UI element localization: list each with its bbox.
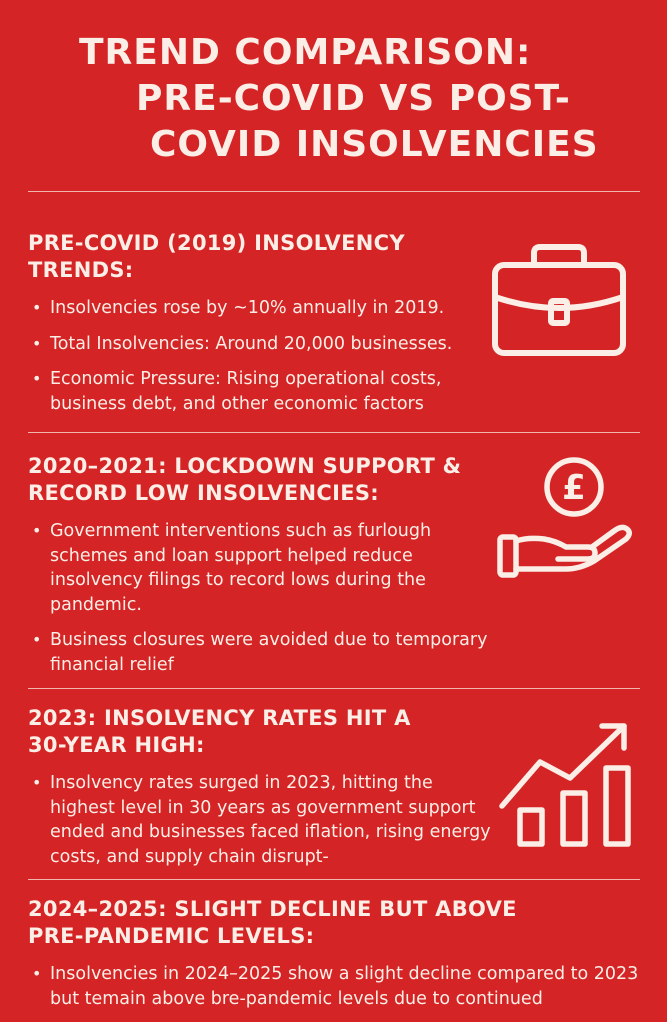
heading-line: PRE-PANDEMIC LEVELS: <box>28 924 315 948</box>
section-heading <box>28 705 498 759</box>
bullet-list <box>28 296 498 416</box>
list-item: • Insolvencies in 2024–2025 show a slight decline compared to 2023 but temain above bre-pandemic levels due to continued <box>28 962 648 1011</box>
section-slight-decline <box>28 896 648 1022</box>
list-item: • Economic Pressure: Rising operational costs, business debt, and other economic factors <box>28 367 498 416</box>
heading-line: 2023: INSOLVENCY RATES HIT A <box>28 706 411 730</box>
heading-line: RECORD LOW INSOLVENCIES: <box>28 481 379 505</box>
page-title <box>0 30 667 168</box>
title-line-2: PRE-COVID VS POST- <box>136 78 571 119</box>
divider <box>28 191 640 192</box>
section-pre-covid <box>28 230 498 427</box>
bullet-list <box>28 962 648 1011</box>
list-item: • Insolvencies rose by ~10% annually in 2019. <box>28 296 498 321</box>
list-item: • Business closures were avoided due to temporary financial relief <box>28 628 498 677</box>
title-line-1: TREND COMPARISON: <box>79 32 532 73</box>
heading-line: 30-YEAR HIGH: <box>28 733 205 757</box>
section-heading <box>28 896 648 950</box>
title-line-3: COVID INSOLVENCIES <box>150 124 599 165</box>
section-lockdown-support <box>28 453 498 688</box>
svg-text:£: £ <box>562 468 586 508</box>
list-item: • Total Insolvencies: Around 20,000 businesses. <box>28 332 498 357</box>
heading-line: TRENDS: <box>28 258 134 282</box>
heading-line: 2024–2025: SLIGHT DECLINE BUT ABOVE <box>28 897 517 921</box>
rising-bar-chart-icon <box>496 718 638 850</box>
divider <box>28 432 640 433</box>
divider <box>28 688 640 689</box>
pound-coin-hand-icon <box>496 457 638 585</box>
divider <box>28 879 640 880</box>
bullet-list <box>28 771 498 869</box>
bullet-list <box>28 519 498 677</box>
briefcase-icon <box>492 243 626 357</box>
heading-line: PRE-COVID (2019) INSOLVENCY <box>28 231 405 255</box>
list-item: • Government interventions such as furlough schemes and loan support helped reduce insolvency filings to record lows during the pandemic. <box>28 519 498 617</box>
section-30-year-high <box>28 705 498 880</box>
heading-line: 2020–2021: LOCKDOWN SUPPORT & <box>28 454 462 478</box>
list-item: • Insolvency rates surged in 2023, hitting the highest level in 30 years as government support ended and businesses faced iflation, rising energy costs, and supply chain disrupt- <box>28 771 498 869</box>
section-heading <box>28 230 498 284</box>
section-heading <box>28 453 498 507</box>
